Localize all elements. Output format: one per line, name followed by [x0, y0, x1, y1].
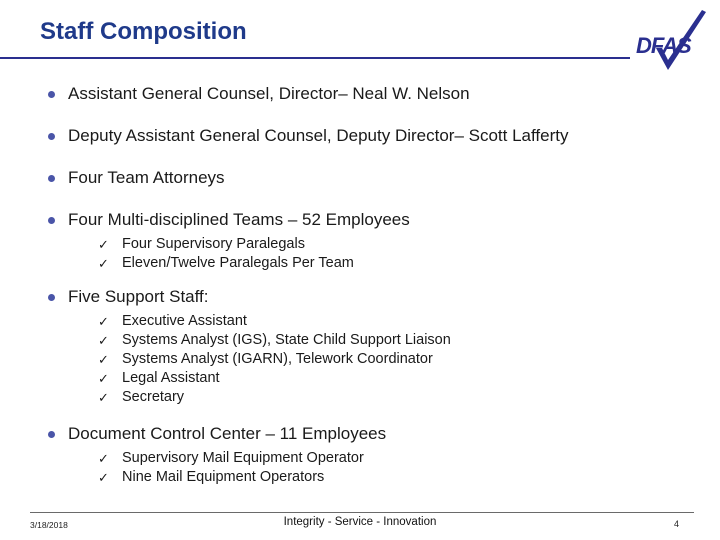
bullet-item-teams [44, 209, 410, 273]
title-divider [0, 57, 630, 59]
sub-item [98, 312, 451, 331]
sub-item-text: Systems Analyst (IGARN), Telework Coordinator [122, 351, 433, 367]
slide-title: Staff Composition [40, 18, 247, 45]
sub-list [68, 312, 451, 407]
sub-item-text: Executive Assistant [122, 313, 247, 329]
bullet-item-document-control [44, 423, 386, 487]
check-icon: ✓ [98, 451, 109, 466]
sub-item [98, 350, 451, 369]
bullet-dot [48, 91, 55, 98]
bullet-dot [48, 294, 55, 301]
dfas-logo [628, 8, 710, 74]
check-icon: ✓ [98, 256, 109, 271]
bullet-dot [48, 133, 55, 140]
slide-footer [0, 508, 720, 536]
logo-text: DFAS [636, 33, 691, 58]
sub-item [98, 235, 410, 254]
bullet-item-deputy-director [44, 125, 569, 147]
bullet-text: Assistant General Counsel, Director– Neal W. Nelson [68, 84, 470, 103]
sub-item-text: Four Supervisory Paralegals [122, 236, 305, 252]
bullet-text: Four Multi-disciplined Teams – 52 Employees [68, 210, 410, 229]
bullet-item-support-staff [44, 286, 451, 407]
bullet-dot [48, 217, 55, 224]
sub-item [98, 468, 386, 487]
bullet-item-director [44, 83, 470, 105]
check-icon: ✓ [98, 371, 109, 386]
bullet-text: Document Control Center – 11 Employees [68, 424, 387, 443]
sub-item-text: Eleven/Twelve Paralegals Per Team [122, 255, 354, 271]
footer-date: 3/18/2018 [30, 520, 68, 530]
bullet-text: Deputy Assistant General Counsel, Deputy Director– Scott Lafferty [68, 126, 569, 145]
bullet-dot [48, 175, 55, 182]
sub-item [98, 388, 451, 407]
sub-list [68, 235, 410, 273]
bullet-dot [48, 431, 55, 438]
check-icon: ✓ [98, 237, 109, 252]
check-icon: ✓ [98, 333, 109, 348]
page-number: 4 [674, 519, 680, 529]
sub-item-text: Nine Mail Equipment Operators [122, 469, 325, 485]
sub-item-text: Legal Assistant [122, 370, 220, 386]
sub-item [98, 331, 451, 350]
sub-item [98, 449, 386, 468]
check-icon: ✓ [98, 390, 109, 405]
sub-item-text: Supervisory Mail Equipment Operator [122, 450, 364, 466]
sub-item-text: Systems Analyst (IGS), State Child Support Liaison [122, 332, 451, 348]
sub-item-text: Secretary [122, 389, 185, 405]
bullet-text: Four Team Attorneys [68, 168, 225, 187]
sub-item [98, 254, 410, 273]
sub-list [68, 449, 386, 487]
check-icon: ✓ [98, 314, 109, 329]
check-icon: ✓ [98, 352, 109, 367]
check-icon: ✓ [98, 470, 109, 485]
bullet-text: Five Support Staff: [68, 287, 209, 306]
bullet-item-attorneys [44, 167, 225, 189]
footer-motto: Integrity - Service - Innovation [283, 516, 437, 528]
sub-item [98, 369, 451, 388]
footer-divider [30, 512, 694, 513]
